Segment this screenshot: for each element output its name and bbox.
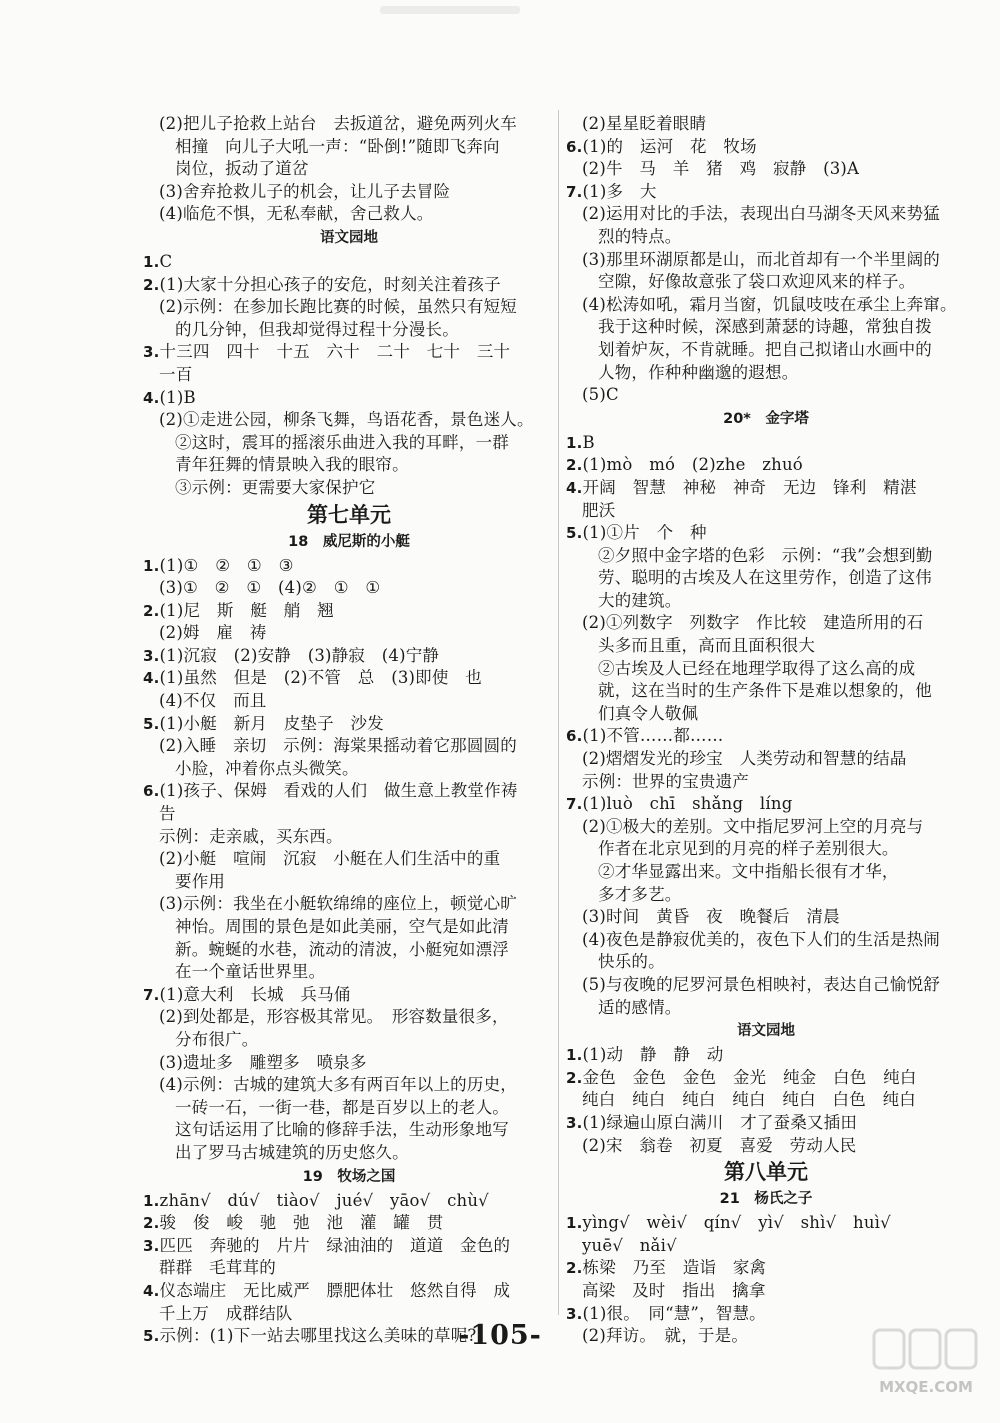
answer-subline (566, 771, 966, 794)
answer-subline (566, 384, 966, 407)
answer-text: (1)小艇 新月 皮垫子 沙发 (159, 713, 384, 733)
answer-subline (143, 181, 555, 204)
answer-text: (1)luò chī shǎng líng (582, 794, 793, 814)
top-scan-mark (380, 6, 520, 14)
answer-subline (143, 622, 555, 645)
answer-subline (566, 680, 966, 703)
answer-subline (566, 974, 966, 997)
answer-text: 大的建筑。 (598, 590, 682, 610)
answer-text: (1)意大利 长城 兵马俑 (159, 984, 351, 1004)
answer-line (566, 522, 966, 545)
answer-subline (143, 454, 555, 477)
answer-line (143, 1190, 555, 1213)
answer-subline (143, 136, 555, 159)
answer-line (566, 432, 966, 455)
answer-text: (3)舍弃抢救儿子的机会，让儿子去冒险 (159, 181, 451, 201)
answer-text: (5)与夜晚的尼罗河景色相映衬，表达自己愉悦舒 (582, 974, 940, 994)
question-number: 2. (566, 1068, 583, 1087)
section-heading: 19 牧场之国 (302, 1168, 396, 1185)
answer-text: ②才华显露出来。文中指船长很有才华， (598, 862, 899, 881)
answer-text: 作者在北京见到的月亮的样子差别很大。 (598, 839, 899, 859)
answer-line (143, 600, 555, 623)
answer-line (143, 713, 555, 736)
answer-text: (1)① ② ① ③ (159, 555, 294, 575)
answer-subline (143, 1074, 555, 1097)
answer-text: ②夕照中金字塔的色彩 示例：“我”会想到勤 (598, 545, 933, 565)
question-number: 3. (143, 343, 160, 362)
answer-subline (143, 477, 555, 500)
question-number: 2. (566, 456, 583, 475)
answer-text: 在一个童话世界里。 (175, 962, 326, 982)
answer-text: (1)尼 斯 艇 艄 翘 (159, 600, 334, 620)
answer-line (143, 780, 555, 803)
question-number: 7. (566, 182, 583, 201)
answer-subline (566, 612, 966, 635)
answer-text: (2)把儿子抢救上站台 去扳道岔，避免两列火车 (159, 114, 517, 133)
answer-text: 小脸，冲着你点头微笑。 (175, 758, 359, 778)
answer-subline (566, 906, 966, 929)
section-heading: 语文园地 (320, 229, 378, 246)
answer-text: 开阔 智慧 神秘 神奇 无边 锋利 精湛 (582, 477, 917, 497)
answer-text: (1)的 运河 花 牧场 (582, 136, 757, 156)
question-number: 4. (143, 1281, 160, 1300)
answer-text: 示例：(1)下一站去哪里找这么美味的草呢? (159, 1326, 477, 1346)
answer-text: 告 (159, 804, 176, 824)
left-column (143, 113, 555, 1348)
answer-subline (566, 567, 966, 590)
answer-subline (143, 1142, 555, 1165)
answer-line (143, 1280, 555, 1303)
answer-text: 一砖一石，一街一巷，都是百岁以上的老人。 (175, 1097, 509, 1117)
answer-line (143, 984, 555, 1007)
question-number: 1. (566, 1214, 583, 1233)
answer-text: (2)宋 翁卷 初夏 喜爱 劳动人民 (582, 1135, 857, 1155)
answer-text: (4)夜色是静寂优美的，夜色下人们的生活是热闹 (582, 929, 940, 949)
answer-text: ②这时，震耳的摇滚乐曲进入我的耳畔，一群 (175, 432, 509, 452)
answer-subline (566, 951, 966, 974)
question-number: 1. (566, 433, 583, 452)
question-number: 5. (143, 714, 160, 733)
answer-text: (2)牛 马 羊 猪 鸡 寂静 (3)A (582, 159, 860, 179)
answer-text: C (159, 251, 173, 271)
answer-subline (566, 1135, 966, 1158)
answer-subline (143, 409, 555, 432)
answer-subline (566, 226, 966, 249)
question-number: 6. (566, 727, 583, 746)
answer-line (143, 667, 555, 690)
answer-text: (2)入睡 亲切 示例：海棠果摇动着它那圆圆的 (159, 736, 517, 756)
answer-subline (143, 1029, 555, 1052)
answer-line (566, 181, 966, 204)
answer-text: 们真令人敬佩 (598, 703, 699, 723)
answer-line (143, 341, 555, 364)
answer-text: 头多而且重，高而且面积很大 (598, 636, 816, 656)
answer-subline (143, 871, 555, 894)
answer-text: 要作用 (175, 871, 226, 891)
answer-line (566, 725, 966, 748)
question-number: 4. (566, 478, 583, 497)
answer-line (143, 274, 555, 297)
answer-text: (1)不管……都…… (582, 726, 724, 746)
question-number: 6. (143, 782, 160, 801)
answer-text: 匹匹 奔驰的 片片 绿油油的 道道 金色的 (159, 1235, 511, 1255)
question-number: 1. (143, 252, 160, 271)
answer-subline (566, 203, 966, 226)
answer-text: (2)到处都是，形容极其常见。 形容数量很多， (159, 1007, 509, 1027)
answer-text: 仪态端庄 无比威严 膘肥体壮 悠然自得 成 (159, 1280, 511, 1300)
answer-text: (1)绿遍山原白满川 才了蚕桑又插田 (582, 1112, 858, 1132)
answer-subline (566, 838, 966, 861)
answer-text: 千上万 成群结队 (159, 1303, 293, 1323)
answer-text: (2)①极大的差别。文中指尼罗河上空的月亮与 (582, 816, 924, 836)
answer-line (566, 1112, 966, 1135)
question-number: 4. (143, 388, 160, 407)
question-number: 7. (566, 795, 583, 814)
answer-text: 快乐的。 (598, 952, 665, 972)
answer-text: 烈的特点。 (598, 226, 682, 246)
answer-text: ③示例：更需要大家保护它 (175, 477, 376, 497)
answer-subline (566, 884, 966, 907)
answer-text: (1)孩子、保姆 看戏的人们 做生意上教堂作祷 (159, 781, 518, 801)
answer-subline (566, 748, 966, 771)
question-number: 1. (143, 556, 160, 575)
answer-text: 划着炉灰，不肯就睡。把自己拟诸山水画中的 (598, 339, 932, 359)
answer-line (566, 1257, 966, 1280)
answer-text: 出了罗马古城建筑的历史悠久。 (175, 1142, 409, 1162)
answer-subline (143, 690, 555, 713)
answer-line (566, 1044, 966, 1067)
question-number: 2. (566, 1259, 583, 1278)
question-number: 6. (566, 137, 583, 156)
answer-text: (1)①片 个 种 (582, 523, 707, 543)
answer-text: 分布很广。 (175, 1029, 259, 1049)
unit-title: 第七单元 (307, 502, 391, 527)
answer-text: 一百 (159, 364, 193, 384)
answer-subline (566, 658, 966, 681)
answer-subline (143, 1119, 555, 1142)
answer-text: 劳、聪明的古埃及人在这里劳作，创造了这伟 (598, 568, 932, 588)
answer-subline (143, 296, 555, 319)
answer-subline (566, 997, 966, 1020)
answer-text: (2)姆 雇 祷 (159, 623, 267, 643)
answer-line (566, 477, 966, 500)
answer-subline (143, 826, 555, 849)
answer-line (566, 1212, 966, 1235)
answer-text: 我于这种时候，深感到萧瑟的诗趣，常独自拨 (598, 317, 932, 337)
answer-subline (143, 916, 555, 939)
answer-text: yìng√ wèi√ qín√ yì√ shì√ huì√ (582, 1213, 891, 1233)
answer-text: (2)小艇 喧闹 沉寂 小艇在人们生活中的重 (159, 849, 501, 869)
answer-text: (1)动 静 静 动 (582, 1045, 724, 1065)
question-number: 3. (566, 1304, 583, 1323)
answer-subline (566, 362, 966, 385)
answer-text: 示例：走亲戚，买东西。 (159, 826, 343, 846)
answer-subline (143, 1052, 555, 1075)
question-number: 7. (143, 985, 160, 1004)
answer-text: (4)示例：古城的建筑大多有两百年以上的历史， (159, 1075, 517, 1095)
answer-text: B (582, 432, 595, 452)
answer-text: (3)① ② ① (4)② ① ① (159, 578, 381, 598)
answer-line (143, 387, 555, 410)
answer-text: 肥沃 (582, 500, 616, 520)
question-number: 2. (143, 601, 160, 620)
answer-subline (143, 113, 555, 136)
answer-subline (566, 158, 966, 181)
answer-text: 纯白 纯白 纯白 纯白 纯白 白色 纯白 (582, 1090, 916, 1110)
answer-text: 的几分钟，但我却觉得过程十分漫长。 (175, 319, 459, 339)
answer-line (566, 793, 966, 816)
answer-text: 十三四 四十 十五 六十 二十 七十 三十 (159, 342, 511, 362)
answer-text: ②古埃及人已经在地理学取得了这么高的成 (598, 658, 916, 678)
answer-text: 适的感情。 (598, 997, 682, 1017)
answer-text: 新。蜿蜒的水巷，流动的清波，小艇宛如漂浮 (175, 939, 509, 959)
watermark-text: MXQE.COM (879, 1378, 973, 1396)
answer-text: (5)C (582, 385, 619, 405)
answer-subline (566, 1280, 966, 1303)
answer-text: 青年狂舞的情景映入我的眼帘。 (175, 455, 409, 475)
answer-text: (2)①走进公园，柳条飞舞，鸟语花香，景色迷人。 (159, 410, 534, 430)
question-number: 3. (143, 1236, 160, 1255)
answer-text: (4)临危不惧，无私奉献，舍己救人。 (159, 204, 434, 224)
answer-text: (3)示例：我坐在小艇软绵绵的座位上，顿觉心旷 (159, 894, 517, 914)
answer-line (143, 1212, 555, 1235)
answer-text: (4)松涛如吼，霜月当窗，饥鼠吱吱在承尘上奔窜。 (582, 294, 957, 314)
question-number: 1. (566, 1046, 583, 1065)
answer-subline (143, 203, 555, 226)
question-number: 2. (143, 1214, 160, 1233)
answer-subline (566, 113, 966, 136)
answer-subline (566, 861, 966, 884)
answer-subline (143, 758, 555, 781)
answer-subline (143, 848, 555, 871)
answer-subline (566, 339, 966, 362)
question-number: 5. (143, 1327, 160, 1346)
answer-subline (143, 432, 555, 455)
answer-subline (566, 635, 966, 658)
answer-text: 相撞 向儿子大吼一声：“卧倒!”随即飞奔向 (175, 136, 500, 156)
answer-subline (566, 500, 966, 523)
answer-text: (3)那里环湖原都是山，而北首却有一个半里阔的 (582, 249, 940, 269)
answer-subline (143, 319, 555, 342)
answer-text: (2)运用对比的手法，表现出白马湖冬天风来势猛 (582, 204, 940, 224)
answer-subline (143, 1006, 555, 1029)
answer-text: 骏 俊 峻 驰 弛 池 灌 罐 贯 (159, 1213, 444, 1233)
answer-subline (143, 735, 555, 758)
question-number: 5. (566, 524, 583, 543)
page-number: -105- (458, 1320, 542, 1351)
answer-subline (566, 929, 966, 952)
answer-text: 金色 金色 金色 金光 纯金 白色 纯白 (582, 1067, 917, 1087)
right-column (566, 113, 966, 1348)
answer-subline (143, 893, 555, 916)
answer-text: 空隙，好像故意张了袋口欢迎风来的样子。 (598, 272, 916, 292)
answer-text: (2)熠熠发光的珍宝 人类劳动和智慧的结晶 (582, 749, 907, 769)
answer-subline (143, 961, 555, 984)
answer-text: 这句话运用了比喻的修辞手法，生动形象地写 (175, 1120, 509, 1140)
answer-subline (143, 158, 555, 181)
answer-subline (143, 1257, 555, 1280)
answer-subline (566, 1235, 966, 1258)
answer-subline (566, 316, 966, 339)
answer-text: (2)①列数字 列数字 作比较 建造所用的石 (582, 613, 924, 633)
answer-line (566, 1067, 966, 1090)
answer-subline (143, 803, 555, 826)
answer-subline (566, 703, 966, 726)
answer-text: (1)B (159, 387, 196, 407)
answer-line (143, 1235, 555, 1258)
answer-site-logo (870, 1326, 982, 1402)
unit-title: 第八单元 (724, 1160, 808, 1185)
answer-text: (1)多 大 (582, 181, 657, 201)
answer-text: 高梁 及时 指出 擒拿 (582, 1280, 766, 1300)
answer-subline (566, 249, 966, 272)
answer-text: 人物，作种种幽邈的遐想。 (598, 362, 799, 382)
section-heading: 20* 金字塔 (723, 410, 809, 427)
answer-text: 岗位，扳动了道岔 (175, 159, 309, 179)
answer-subline (143, 577, 555, 600)
answer-text: (1)沉寂 (2)安静 (3)静寂 (4)宁静 (159, 645, 440, 665)
answer-subline (566, 271, 966, 294)
question-number: 2. (143, 275, 160, 294)
answer-text: (3)遗址多 雕塑多 喷泉多 (159, 1052, 367, 1072)
answer-subline (143, 939, 555, 962)
answer-line (566, 454, 966, 477)
answer-text: 神怡。周围的景色是如此美丽，空气是如此清 (175, 917, 509, 936)
question-number: 1. (143, 1191, 160, 1210)
answer-subline (566, 590, 966, 613)
answer-text: yuē√ nǎi√ (582, 1235, 677, 1255)
column-divider (558, 110, 559, 1315)
answer-subline (143, 364, 555, 387)
question-number: 4. (143, 669, 160, 688)
answer-text: zhān√ dú√ tiào√ jué√ yāo√ chù√ (159, 1190, 489, 1210)
answer-text: (1)虽然 但是 (2)不管 总 (3)即使 也 (159, 668, 482, 688)
answer-text: (2)示例：在参加长跑比赛的时候，虽然只有短短 (159, 297, 517, 317)
answer-subline (566, 1089, 966, 1112)
answer-text: (1)mò mó (2)zhe zhuó (582, 455, 803, 475)
answer-text: (1)大家十分担心孩子的安危，时刻关注着孩子 (159, 274, 501, 294)
answer-text: (4)不仅 而且 (159, 691, 267, 711)
answer-text: 群群 毛茸茸的 (159, 1258, 276, 1278)
answer-text: 多才多艺。 (598, 884, 682, 904)
answer-text: (1)很。 同“慧”，智慧。 (582, 1303, 766, 1323)
answer-line (143, 645, 555, 668)
section-heading: 21 杨氏之子 (719, 1191, 813, 1208)
answer-line (143, 555, 555, 578)
section-heading: 18 威尼斯的小艇 (288, 533, 410, 550)
answer-text: 就，这在当时的生产条件下是难以想象的，他 (598, 681, 932, 701)
question-number: 3. (143, 646, 160, 665)
answer-subline (566, 816, 966, 839)
answer-text: 栋梁 乃至 造诣 家禽 (582, 1258, 767, 1278)
section-heading: 语文园地 (737, 1023, 795, 1040)
answer-line (566, 136, 966, 159)
answer-line (143, 251, 555, 274)
question-number: 3. (566, 1113, 583, 1132)
answer-subline (566, 294, 966, 317)
answer-subline (143, 1097, 555, 1120)
answer-subline (566, 545, 966, 568)
answer-text: (2)星星眨着眼睛 (582, 114, 707, 133)
answer-text: (2)拜访。 就，于是。 (582, 1326, 749, 1346)
answer-text: 示例：世界的宝贵遗产 (582, 771, 749, 791)
answer-text: (3)时间 黄昏 夜 晚餐后 清晨 (582, 907, 840, 927)
